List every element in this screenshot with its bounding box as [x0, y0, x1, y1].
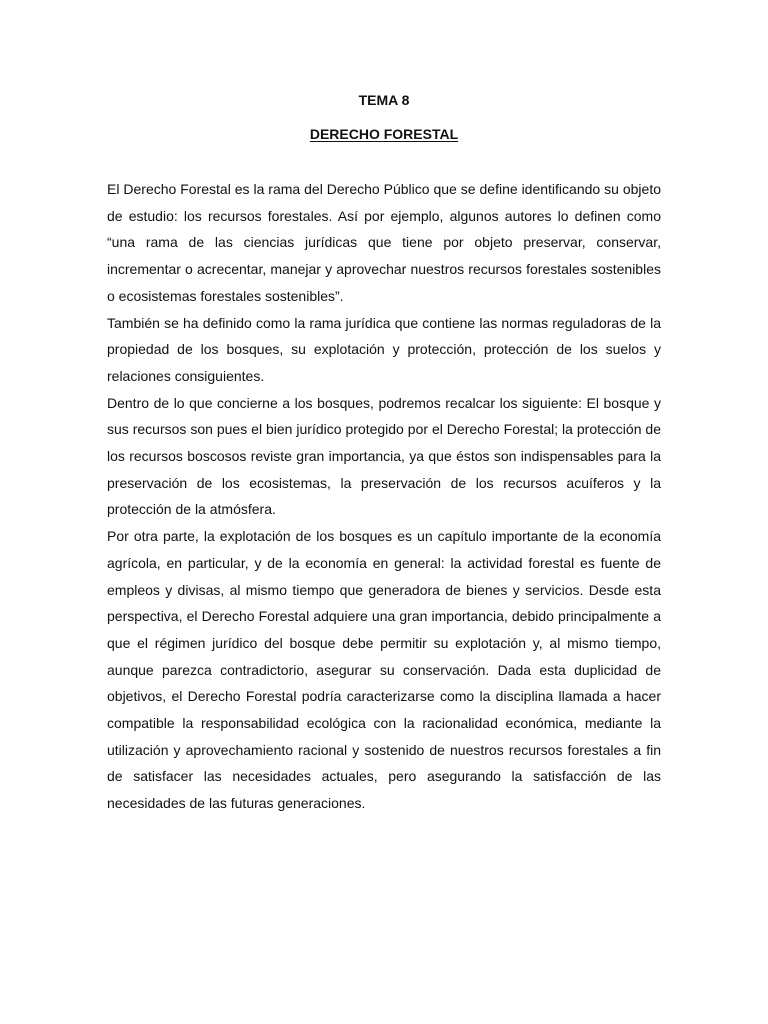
paragraph-2: También se ha definido como la rama jurídica que contiene las normas reguladoras de la propiedad de los bosques, su explotación y protección, protección de los suelos y relaciones consiguientes.	[107, 314, 661, 384]
document-title: DERECHO FORESTAL	[309, 126, 459, 142]
document-body	[107, 176, 661, 817]
paragraph-4: Por otra parte, la explotación de los bosques es un capítulo importante de la economía agrícola, en particular, y de la economía en general: la actividad forestal es fuente de empleos y divisas, al mismo tiempo que generadora de bienes y servicios. Desde esta perspectiva, el Derecho Forestal adquiere una gran importancia, debido principalmente a que el régimen jurídico del bosque debe permitir su explotación y, al mismo tiempo, aunque parezca contradictorio, asegurar su conservación. Dada esta duplicidad de objetivos, el Derecho Forestal podría caracterizarse como la disciplina llamada a hacer compatible la responsabilidad ecológica con la racionalidad económica, mediante la utilización y aprovechamiento racional y sostenido de nuestros recursos forestales a fin de satisfacer las necesidades actuales, pero asegurando la satisfacción de las necesidades de las futuras generaciones.	[107, 528, 661, 812]
document-heading: TEMA 8	[358, 92, 410, 108]
paragraph-3: Dentro de lo que concierne a los bosques, podremos recalcar los siguiente: El bosque y sus recursos son pues el bien jurídico protegido por el Derecho Forestal; la protección de los recursos boscosos reviste gran importancia, ya que éstos son indispensables para la preservación de los ecosistemas, la preservación de los recursos acuíferos y la protección de la atmósfera.	[107, 394, 661, 518]
paragraph-1: El Derecho Forestal es la rama del Derecho Público que se define identificando su objeto de estudio: los recursos forestales. Así por ejemplo, algunos autores lo definen como “una rama de las ciencias jurídicas que tiene por objeto preservar, conservar, incrementar o acrecentar, manejar y aprovechar nuestros recursos forestales sostenibles o ecosistemas forestales sostenibles”.	[107, 181, 661, 304]
